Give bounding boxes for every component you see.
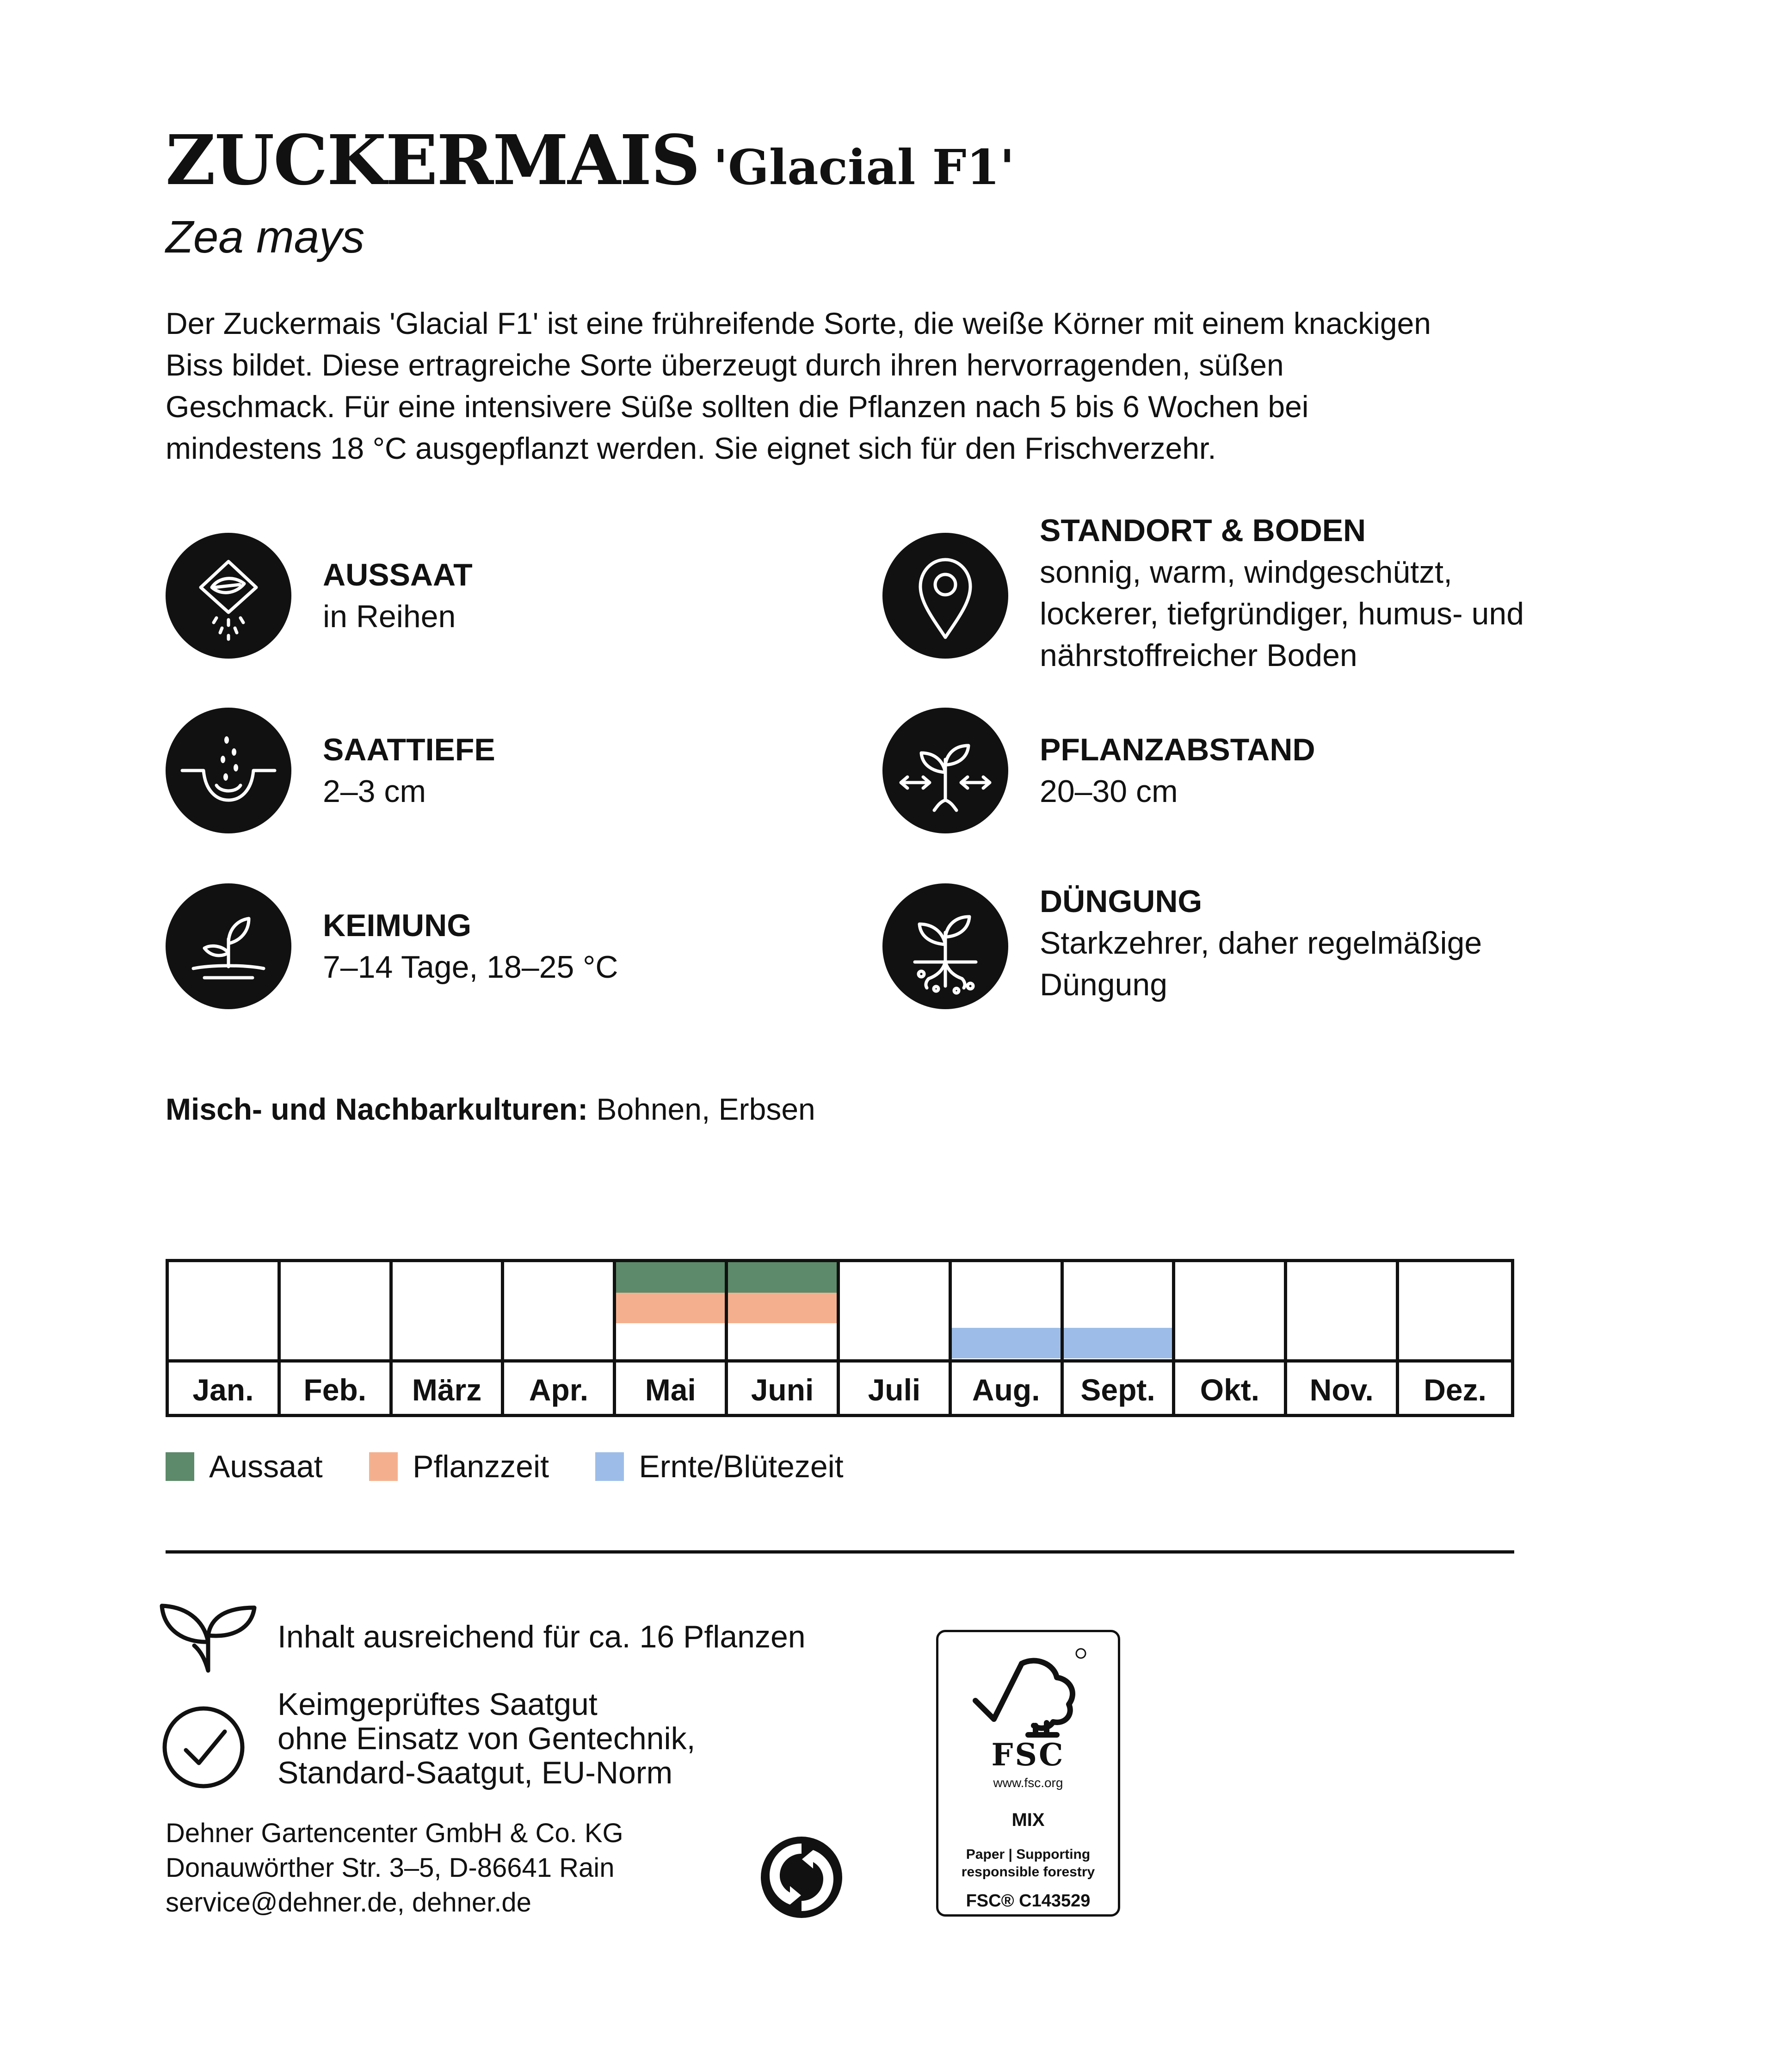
companion-value: Bohnen, Erbsen	[596, 1092, 815, 1126]
fsc-mix: MIX	[1011, 1810, 1045, 1830]
calendar-month-cell	[1064, 1262, 1176, 1414]
companion-plants	[166, 1092, 815, 1127]
fsc-url: www.fsc.org	[993, 1776, 1063, 1790]
calendar-month-label: Nov.	[1309, 1373, 1374, 1407]
calendar-month-cell	[616, 1262, 728, 1414]
latin-name: Zea mays	[166, 211, 365, 262]
quality-line-2: ohne Einsatz von Gentechnik,	[278, 1721, 696, 1756]
calendar-month-label: Jan.	[192, 1373, 254, 1407]
info-duengung	[882, 883, 1530, 1013]
calendar-month-cell	[1287, 1262, 1399, 1414]
pflanzabstand-value: 20–30 cm	[1040, 774, 1178, 809]
info-saattiefe	[166, 708, 813, 837]
sprout-icon	[166, 883, 291, 1009]
section-divider	[166, 1550, 1514, 1554]
plant-spacing-icon	[882, 708, 1008, 833]
legend-swatch-pflanzzeit	[369, 1452, 398, 1481]
calendar-month-cell	[169, 1262, 281, 1414]
product-description: Der Zuckermais 'Glacial F1' ist eine frühreifende Sorte, die weiße Körner mit einem knackigen Biss bildet. Diese ertragreiche Sorte überzeugt durch ihren hervorragenden, süßen Geschmack. Für eine intensivere Süße sollten die Pflanzen nach 5 bis 6 Wochen bei mindestens 18 °C ausgepflanzt werden. Sie eignet sich für den Frischverzehr.	[166, 306, 1431, 465]
legend-aussaat-label: Aussaat	[209, 1449, 323, 1484]
product-title	[166, 120, 1015, 200]
fsc-code: FSC® C143529	[966, 1891, 1091, 1911]
company-address	[166, 1816, 623, 1920]
aussaat-value: in Reihen	[323, 599, 456, 634]
calendar-month-cell	[505, 1262, 617, 1414]
address-line-2: Donauwörther Str. 3–5, D-86641 Rain	[166, 1853, 615, 1883]
aussaat-label: AUSSAAT	[323, 557, 473, 592]
legend-swatch-aussaat	[166, 1452, 194, 1481]
calendar-bar-aussaat	[728, 1262, 837, 1293]
address-line-1: Dehner Gartencenter GmbH & Co. KG	[166, 1818, 623, 1848]
quality-line-3: Standard-Saatgut, EU-Norm	[278, 1755, 673, 1790]
keimung-label: KEIMUNG	[323, 908, 472, 943]
calendar-month-cell	[952, 1262, 1064, 1414]
calendar-month-label: März	[412, 1373, 482, 1407]
info-aussaat	[166, 532, 813, 661]
address-line-3: service@dehner.de, dehner.de	[166, 1887, 531, 1918]
info-pflanzabstand	[882, 708, 1530, 837]
calendar-bar-ernte-bl-tezeit	[952, 1328, 1061, 1358]
calendar-month-label: Dez.	[1424, 1373, 1486, 1407]
saattiefe-label: SAATTIEFE	[323, 732, 495, 767]
info-standort	[882, 510, 1530, 685]
calendar-month-cell	[1176, 1262, 1288, 1414]
fsc-name: FSC	[991, 1737, 1065, 1773]
calendar-month-cell	[840, 1262, 952, 1414]
green-dot-recycling-icon	[759, 1835, 844, 1919]
calendar-month-cell	[1399, 1262, 1511, 1414]
quality-line-1: Keimgeprüftes Saatgut	[278, 1687, 598, 1722]
calendar-bar-pflanzzeit	[616, 1293, 725, 1323]
calendar-month-label: Sept.	[1080, 1373, 1155, 1407]
calendar-month-label: Juli	[868, 1373, 921, 1407]
calendar-month-label: Okt.	[1200, 1373, 1260, 1407]
legend-swatch-ernte	[595, 1452, 624, 1481]
legend-ernte-label: Ernte/Blütezeit	[639, 1449, 844, 1484]
fsc-paper-text	[938, 1846, 1118, 1881]
legend-pflanzzeit	[369, 1449, 549, 1485]
calendar-month-label: Mai	[645, 1373, 696, 1407]
calendar-bar-aussaat	[616, 1262, 725, 1293]
location-pin-icon	[882, 533, 1008, 659]
calendar-month-label: Apr.	[529, 1373, 589, 1407]
calendar-month-label: Juni	[751, 1373, 814, 1407]
calendar-bar-pflanzzeit	[728, 1293, 837, 1323]
standort-label: STANDORT & BODEN	[1040, 513, 1366, 548]
sowing-calendar	[166, 1259, 1514, 1417]
calendar-month-cell	[281, 1262, 393, 1414]
fsc-paper-line-2: responsible forestry	[961, 1864, 1095, 1880]
calendar-month-cell	[728, 1262, 840, 1414]
product-name: ZUCKERMAIS	[166, 120, 700, 200]
feature-content-text: Inhalt ausreichend für ca. 16 Pflanzen	[278, 1619, 806, 1654]
fsc-label	[936, 1630, 1120, 1917]
calendar-bar-ernte-bl-tezeit	[1064, 1328, 1172, 1358]
standort-value: sonnig, warm, windgeschützt, lockerer, tiefgründiger, humus- und nährstoffreicher Boden	[1040, 555, 1524, 673]
pflanzabstand-label: PFLANZABSTAND	[1040, 732, 1315, 767]
saattiefe-value: 2–3 cm	[323, 774, 426, 809]
calendar-month-label: Aug.	[972, 1373, 1040, 1407]
product-variety: 'Glacial F1'	[713, 139, 1015, 196]
calendar-month-cell	[393, 1262, 505, 1414]
keimung-value: 7–14 Tage, 18–25 °C	[323, 950, 618, 985]
duengung-label: DÜNGUNG	[1040, 884, 1202, 919]
calendar-legend	[166, 1449, 888, 1486]
fsc-paper-line-1: Paper | Supporting	[966, 1847, 1091, 1862]
fertilizer-roots-icon	[882, 883, 1008, 1009]
fsc-tree-logo	[966, 1645, 1096, 1738]
seed-depth-icon	[166, 708, 291, 833]
calendar-month-label: Feb.	[303, 1373, 367, 1407]
seed-packet-icon	[166, 533, 291, 659]
legend-ernte	[595, 1449, 843, 1485]
duengung-value: Starkzehrer, daher regelmäßige Düngung	[1040, 925, 1482, 1002]
info-keimung	[166, 883, 813, 1013]
checkmark-circle-icon	[157, 1701, 250, 1794]
companion-label: Misch- und Nachbarkulturen:	[166, 1092, 588, 1126]
legend-aussaat	[166, 1449, 323, 1485]
legend-pflanzzeit-label: Pflanzzeit	[413, 1449, 549, 1484]
plant-leaves-icon	[157, 1591, 259, 1674]
